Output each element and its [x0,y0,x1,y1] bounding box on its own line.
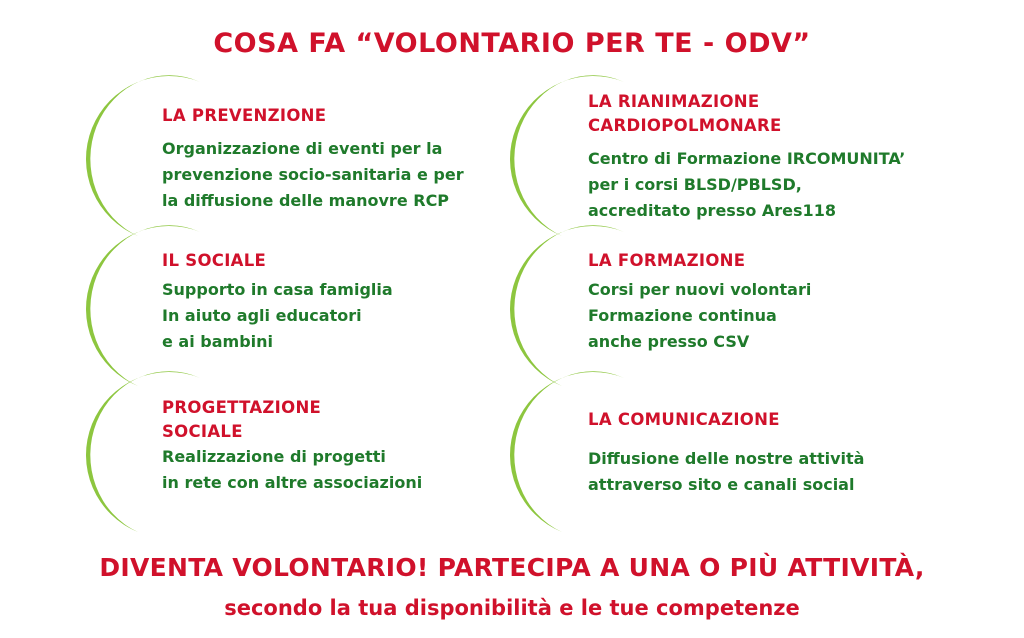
activity-heading: LA RIANIMAZIONE CARDIOPOLMONARE [588,92,782,135]
activity-description: Centro di Formazione IRCOMUNITA’ per i corsi BLSD/PBLSD, accreditato presso Ares118 [588,149,906,220]
call-to-action: DIVENTA VOLONTARIO! PARTECIPA A UNA O PIÙ ATTIVITÀ, [99,553,925,582]
activity-heading: LA FORMAZIONE [588,251,746,270]
activity-comunicazione [588,408,864,498]
activity-formazione [588,249,811,355]
page-title: COSA FA “VOLONTARIO PER TE - ODV” [213,28,811,59]
activity-heading: IL SOCIALE [162,251,267,270]
activity-description: Realizzazione di progetti in rete con altre associazioni [162,447,423,492]
activity-description: Diffusione delle nostre attività attraverso sito e canali social [588,449,865,494]
activity-description: Corsi per nuovi volontari Formazione continua anche presso CSV [588,280,812,351]
activity-heading: LA COMUNICAZIONE [588,410,780,429]
call-to-action-subtitle: secondo la tua disponibilità e le tue competenze [224,596,800,620]
activity-description: Supporto in casa famiglia In aiuto agli educatori e ai bambini [162,280,393,351]
activity-progettazione [162,396,422,496]
activity-rianimazione [588,90,905,224]
activity-heading: LA PREVENZIONE [162,106,327,125]
activity-heading: PROGETTAZIONE SOCIALE [162,398,322,441]
activity-sociale [162,249,393,355]
activity-description: Organizzazione di eventi per la prevenzione socio-sanitaria e per la diffusione delle manovre RCP [162,139,464,210]
activity-prevenzione [162,104,464,214]
